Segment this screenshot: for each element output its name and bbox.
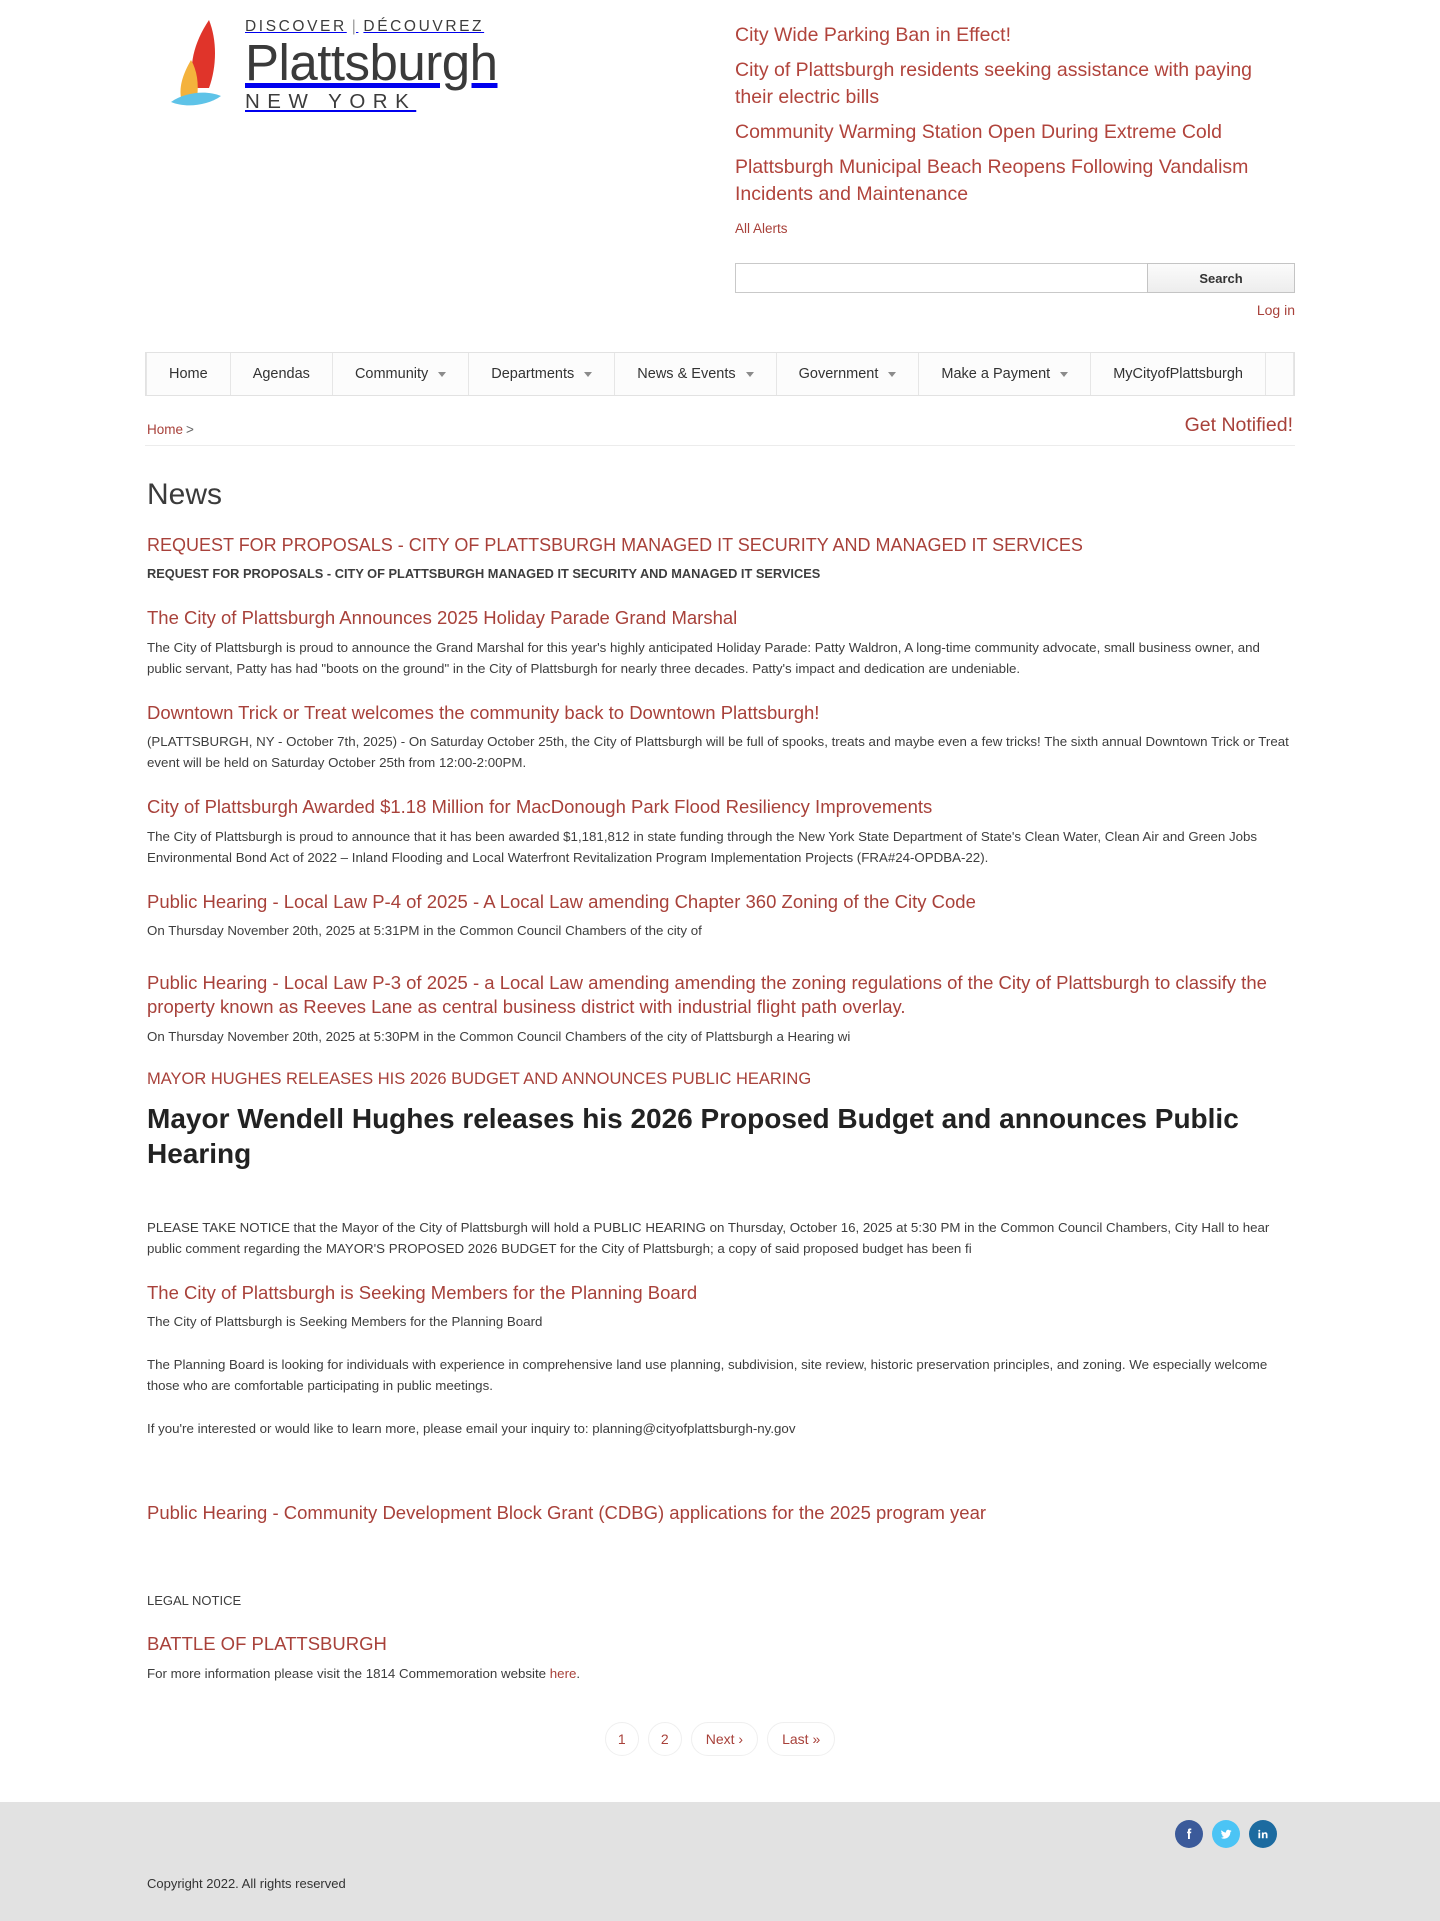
commemoration-website-link[interactable]: here — [549, 1665, 577, 1681]
nav-label: Government — [798, 366, 879, 383]
search-row — [735, 263, 1295, 293]
breadcrumb-separator: > — [186, 422, 194, 438]
site-logo[interactable] — [163, 14, 735, 118]
footer-inner — [145, 1820, 1295, 1891]
content-spacer — [147, 1531, 1293, 1571]
chevron-down-icon — [438, 372, 446, 377]
news-title[interactable]: City of Plattsburgh Awarded $1.18 Million for MacDonough Park Flood Resiliency Improvements — [147, 796, 933, 818]
battle-body-before: For more information please visit the 1814 Commemoration website — [147, 1665, 550, 1681]
search-input[interactable] — [735, 263, 1147, 293]
site-footer — [0, 1802, 1440, 1921]
get-notified-link[interactable]: Get Notified! — [1184, 414, 1293, 437]
logo-tagline: DISCOVER | DÉCOUVREZ — [245, 18, 485, 36]
nav-label: Community — [354, 366, 429, 383]
news-body — [147, 1663, 1293, 1684]
news-item-holiday-parade — [147, 606, 1293, 678]
page-title: News — [147, 478, 223, 512]
breadcrumb-row — [145, 396, 1295, 446]
news-body: The City of Plattsburgh is proud to announce that it has been awarded $1,181,812 in state funding through the New York State Department of State's Clean Water, Clean Air and Green Jobs Environmental Bond Act of 2022 – Inland Flooding and Local Waterfront Revitalization Program Implementation Projects (FRA#24-OPDBA-22). — [147, 828, 1258, 865]
news-item-battle-of-plattsburgh — [147, 1632, 1293, 1683]
breadcrumb — [147, 422, 194, 437]
header-right — [735, 0, 1295, 320]
news-item-local-law-p4 — [147, 890, 1293, 941]
nav-label: Departments — [491, 366, 575, 383]
sailboat-logo-icon — [163, 14, 241, 118]
nav-item-departments[interactable] — [469, 353, 615, 395]
nav-item-news-events[interactable] — [615, 353, 776, 395]
logo-state-name: NEW YORK — [245, 89, 417, 113]
copyright-text: Copyright 2022. All rights reserved — [147, 1875, 346, 1891]
nav-label: Agendas — [252, 366, 310, 383]
budget-headline: Mayor Wendell Hughes releases his 2026 Proposed Budget and announces Public Hearing — [147, 1102, 1239, 1169]
news-body: REQUEST FOR PROPOSALS - CITY OF PLATTSBURGH MANAGED IT SECURITY AND MANAGED IT SERVICES — [147, 566, 821, 582]
news-title[interactable]: MAYOR HUGHES RELEASES HIS 2026 BUDGET AND ANNOUNCES PUBLIC HEARING — [147, 1069, 812, 1088]
news-body: On Thursday November 20th, 2025 at 5:30PM in the Common Council Chambers of the city of Plattsburgh a Hearing wi — [147, 1028, 851, 1044]
nav-item-mycityofplattsburgh[interactable] — [1091, 353, 1266, 395]
news-item-local-law-p3 — [147, 971, 1293, 1047]
content-spacer — [147, 1571, 1293, 1593]
alert-item-2[interactable]: City of Plattsburgh residents seeking assistance with paying their electric bills — [735, 58, 1253, 108]
content-spacer — [147, 1461, 1293, 1501]
alert-item-3[interactable]: Community Warming Station Open During Extreme Cold — [735, 120, 1222, 143]
news-item-mayor-budget — [147, 1069, 1293, 1259]
nav-item-agendas[interactable] — [231, 353, 333, 395]
news-body: PLEASE TAKE NOTICE that the Mayor of the City of Plattsburgh will hold a PUBLIC HEARING on Thursday, October 16, 2025 at 5:30 PM in the Common Council Chambers, City Hall to hear public comment regarding the MAYOR'S PROPOSED 2026 BUDGET for the City of Plattsburgh; a copy of said proposed budget has been fi — [147, 1219, 1270, 1256]
news-body-3: If you're interested or would like to learn more, please email your inquiry to: planning@cityofplattsburgh-ny.gov — [147, 1421, 796, 1437]
nav-label: Make a Payment — [941, 366, 1051, 383]
news-item-flood-resiliency — [147, 795, 1293, 867]
alert-item-4[interactable]: Plattsburgh Municipal Beach Reopens Following Vandalism Incidents and Maintenance — [735, 155, 1249, 205]
news-title[interactable]: Public Hearing - Local Law P-4 of 2025 - A Local Law amending Chapter 360 Zoning of the City Code — [147, 890, 976, 912]
nav-label: Home — [169, 366, 208, 383]
logo-block — [145, 0, 735, 118]
pager-next[interactable]: Next › — [691, 1722, 758, 1756]
chevron-down-icon — [584, 372, 592, 377]
linkedin-icon[interactable] — [1249, 1820, 1277, 1848]
twitter-icon[interactable] — [1212, 1820, 1240, 1848]
news-title[interactable]: The City of Plattsburgh is Seeking Members for the Planning Board — [147, 1281, 698, 1303]
alert-item-1[interactable]: City Wide Parking Ban in Effect! — [735, 24, 1012, 46]
all-alerts-link[interactable]: All Alerts — [735, 221, 788, 237]
login-link[interactable]: Log in — [1256, 302, 1295, 319]
news-title[interactable]: Downtown Trick or Treat welcomes the community back to Downtown Plattsburgh! — [147, 701, 820, 723]
nav-spacer — [1266, 353, 1294, 395]
news-item-trick-or-treat — [147, 701, 1293, 773]
news-body: (PLATTSBURGH, NY - October 7th, 2025) - On Saturday October 25th, the City of Plattsburgh will be full of spooks, treats and maybe even a few tricks! The sixth annual Downtown Trick or Treat event will be held on Saturday October 25th from 12:00-2:00PM. — [147, 734, 1289, 771]
news-body-1: The City of Plattsburgh is Seeking Members for the Planning Board — [147, 1314, 543, 1330]
news-title[interactable]: Public Hearing - Community Development Block Grant (CDBG) applications for the 2025 program year — [147, 1502, 987, 1524]
pager-last[interactable]: Last » — [767, 1722, 835, 1756]
news-item-planning-board — [147, 1281, 1293, 1439]
nav-label: News & Events — [637, 366, 736, 383]
logo-city-name: Plattsburgh — [245, 34, 498, 92]
news-item-cdbg — [147, 1501, 1293, 1525]
breadcrumb-home[interactable]: Home — [147, 422, 184, 438]
chevron-down-icon — [1060, 372, 1068, 377]
news-title[interactable]: Public Hearing - Local Law P-3 of 2025 - a Local Law amending amending the zoning regulations of the City of Plattsburgh to classify the property known as Reeves Lane as central business district with industrial flight path overlay. — [147, 972, 1267, 1018]
pagination — [147, 1722, 1293, 1756]
news-title[interactable]: BATTLE OF PLATTSBURGH — [147, 1633, 387, 1655]
main-content — [145, 478, 1295, 1755]
news-title[interactable]: REQUEST FOR PROPOSALS - CITY OF PLATTSBURGH MANAGED IT SECURITY AND MANAGED IT SERVICES — [147, 535, 1083, 556]
nav-item-community[interactable] — [333, 353, 469, 395]
login-row — [735, 302, 1295, 320]
pager-page-2[interactable]: 2 — [648, 1722, 682, 1756]
nav-item-government[interactable] — [777, 353, 920, 395]
news-title[interactable]: The City of Plattsburgh Announces 2025 Holiday Parade Grand Marshal — [147, 607, 738, 629]
chevron-down-icon — [746, 372, 754, 377]
logo-text — [245, 18, 498, 114]
pager-page-1[interactable]: 1 — [605, 1722, 639, 1756]
site-header — [145, 0, 1295, 320]
news-body: On Thursday November 20th, 2025 at 5:31PM in the Common Council Chambers of the city of — [147, 923, 702, 939]
social-links — [147, 1820, 1293, 1848]
search-button[interactable]: Search — [1147, 263, 1295, 293]
legal-notice-text: LEGAL NOTICE — [147, 1593, 242, 1609]
news-body-2: The Planning Board is looking for individuals with experience in comprehensive land use planning, subdivision, site review, historic preservation principles, and zoning. We especially welcome those who are comfortable participating in public meetings. — [147, 1357, 1268, 1394]
battle-body-after: . — [576, 1665, 581, 1681]
news-body: The City of Plattsburgh is proud to announce the Grand Marshal for this year's highly anticipated Holiday Parade: Patty Waldron, A long-time community advocate, small business owner, and public servant, Patty has had "boots on the ground" in the City of Plattsburgh for nearly three decades. Patty's impact and dedication are undeniable. — [147, 639, 1260, 676]
news-item-rfp — [147, 534, 1293, 584]
nav-item-make-a-payment[interactable] — [919, 353, 1091, 395]
facebook-icon[interactable] — [1175, 1820, 1203, 1848]
nav-item-home[interactable] — [146, 353, 231, 395]
chevron-down-icon — [888, 372, 896, 377]
main-navigation — [145, 352, 1295, 396]
nav-label: MyCityofPlattsburgh — [1113, 366, 1243, 383]
